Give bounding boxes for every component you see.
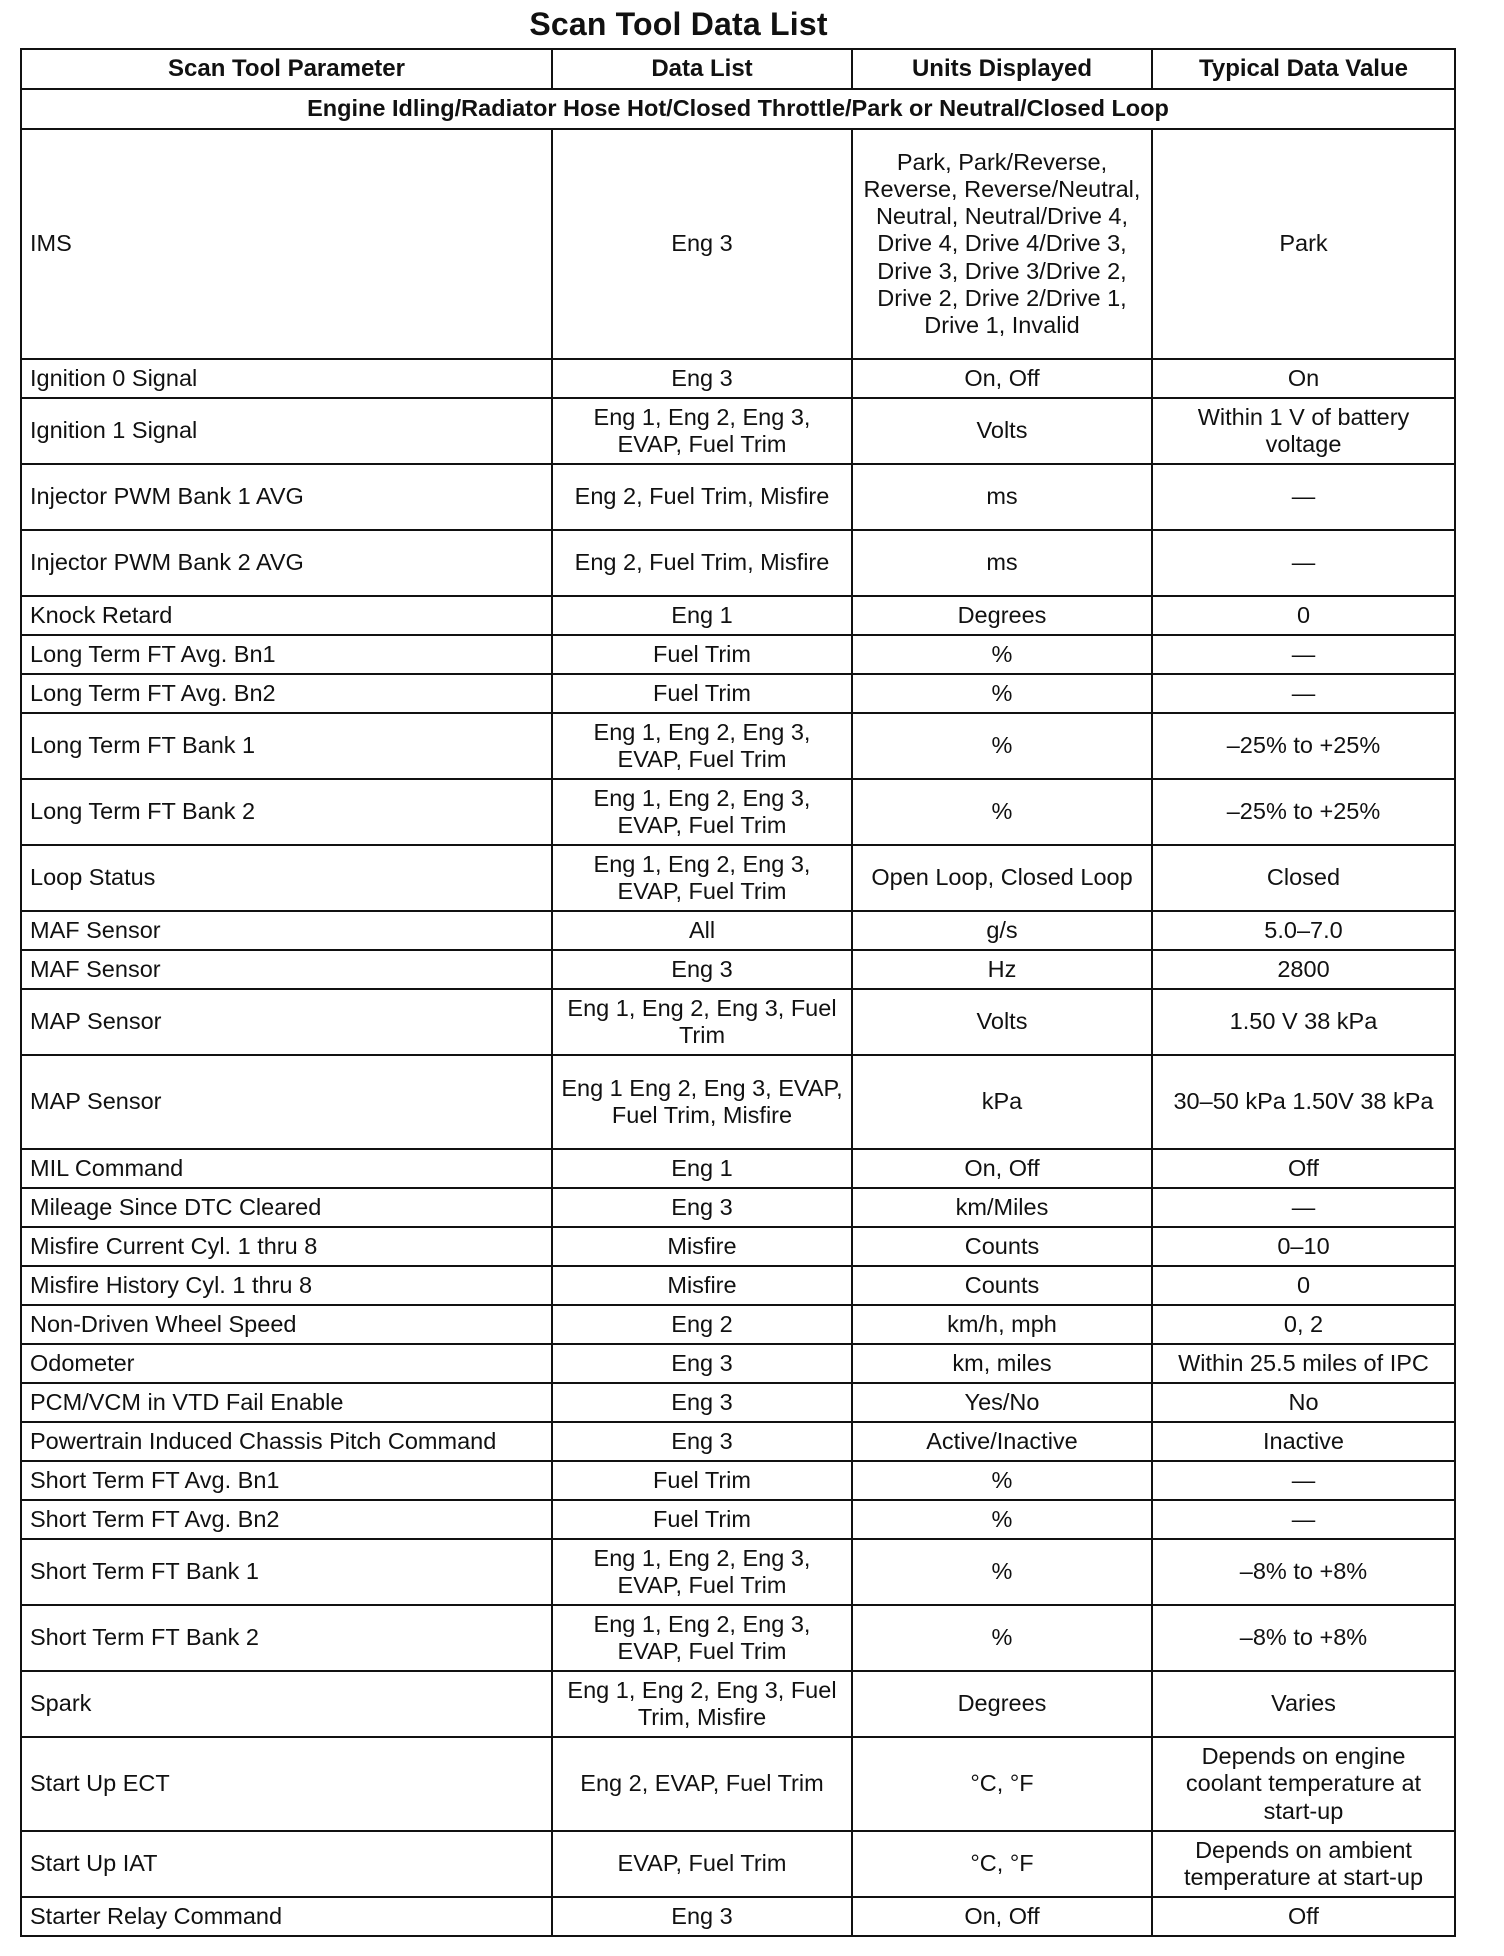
table-row [21,1539,1455,1605]
cell-units: % [852,674,1152,713]
cell-units: Volts [852,398,1152,464]
cell-parameter: MAP Sensor [21,989,552,1055]
cell-parameter: Short Term FT Bank 2 [21,1605,552,1671]
cell-data-list: Eng 1, Eng 2, Eng 3, EVAP, Fuel Trim [552,1605,852,1671]
cell-data-list: Eng 1, Eng 2, Eng 3, Fuel Trim, Misfire [552,1671,852,1737]
cell-data-list: Eng 3 [552,1422,852,1461]
table-row [21,596,1455,635]
cell-units: % [852,1539,1152,1605]
cell-typical-value: Closed [1152,845,1455,911]
table-row [21,845,1455,911]
cell-units: kPa [852,1055,1152,1149]
table-row [21,1671,1455,1737]
table-row [21,1305,1455,1344]
cell-units: Open Loop, Closed Loop [852,845,1152,911]
cell-data-list: Eng 2 [552,1305,852,1344]
cell-typical-value: –8% to +8% [1152,1539,1455,1605]
table-row [21,1383,1455,1422]
cell-units: On, Off [852,1149,1152,1188]
cell-typical-value: –25% to +25% [1152,779,1455,845]
cell-parameter: Starter Relay Command [21,1897,552,1936]
cell-data-list: Eng 2, Fuel Trim, Misfire [552,464,852,530]
table-row [21,1227,1455,1266]
cell-data-list: Eng 1 [552,596,852,635]
cell-typical-value: 0 [1152,1266,1455,1305]
cell-parameter: Ignition 0 Signal [21,359,552,398]
table-row [21,1605,1455,1671]
table-row [21,1461,1455,1500]
cell-data-list: Fuel Trim [552,1500,852,1539]
cell-typical-value: On [1152,359,1455,398]
cell-units: km, miles [852,1344,1152,1383]
cell-typical-value: — [1152,1500,1455,1539]
cell-parameter: Long Term FT Bank 2 [21,779,552,845]
cell-parameter: Ignition 1 Signal [21,398,552,464]
cell-parameter: Misfire Current Cyl. 1 thru 8 [21,1227,552,1266]
table-row [21,1055,1455,1149]
cell-parameter: Short Term FT Avg. Bn2 [21,1500,552,1539]
cell-typical-value: –25% to +25% [1152,713,1455,779]
cell-units: % [852,1605,1152,1671]
cell-data-list: EVAP, Fuel Trim [552,1831,852,1897]
cell-data-list: Eng 1, Eng 2, Eng 3, Fuel Trim [552,989,852,1055]
cell-data-list: Eng 3 [552,129,852,359]
cell-parameter: Short Term FT Bank 1 [21,1539,552,1605]
cell-data-list: Fuel Trim [552,635,852,674]
cell-parameter: Start Up ECT [21,1737,552,1831]
cell-units: Counts [852,1266,1152,1305]
table-row [21,1500,1455,1539]
table-row [21,1831,1455,1897]
cell-units: Degrees [852,1671,1152,1737]
column-header-units: Units Displayed [852,49,1152,89]
cell-typical-value: 5.0–7.0 [1152,911,1455,950]
table-body [21,89,1455,1936]
cell-units: °C, °F [852,1831,1152,1897]
cell-parameter: Powertrain Induced Chassis Pitch Command [21,1422,552,1461]
cell-typical-value: 0 [1152,596,1455,635]
cell-typical-value: 30–50 kPa 1.50V 38 kPa [1152,1055,1455,1149]
cell-parameter: Odometer [21,1344,552,1383]
cell-units: % [852,713,1152,779]
cell-units: Counts [852,1227,1152,1266]
table-row [21,1737,1455,1831]
table-row [21,129,1455,359]
cell-parameter: Non-Driven Wheel Speed [21,1305,552,1344]
cell-units: Yes/No [852,1383,1152,1422]
cell-typical-value: Off [1152,1149,1455,1188]
cell-data-list: Misfire [552,1266,852,1305]
table-row [21,359,1455,398]
cell-units: % [852,635,1152,674]
cell-parameter: Misfire History Cyl. 1 thru 8 [21,1266,552,1305]
cell-units: On, Off [852,1897,1152,1936]
column-header-parameter: Scan Tool Parameter [21,49,552,89]
cell-typical-value: 0, 2 [1152,1305,1455,1344]
cell-parameter: Long Term FT Avg. Bn1 [21,635,552,674]
cell-parameter: Short Term FT Avg. Bn1 [21,1461,552,1500]
table-row [21,1897,1455,1936]
cell-parameter: MIL Command [21,1149,552,1188]
cell-parameter: Mileage Since DTC Cleared [21,1188,552,1227]
cell-typical-value: 0–10 [1152,1227,1455,1266]
section-row [21,89,1455,129]
cell-data-list: Fuel Trim [552,674,852,713]
table-row [21,1344,1455,1383]
cell-parameter: Loop Status [21,845,552,911]
cell-typical-value: –8% to +8% [1152,1605,1455,1671]
scan-tool-data-table [20,48,1456,1937]
table-row [21,779,1455,845]
cell-parameter: PCM/VCM in VTD Fail Enable [21,1383,552,1422]
cell-data-list: All [552,911,852,950]
cell-typical-value: Off [1152,1897,1455,1936]
cell-data-list: Eng 1, Eng 2, Eng 3, EVAP, Fuel Trim [552,713,852,779]
cell-typical-value: 2800 [1152,950,1455,989]
cell-typical-value: Inactive [1152,1422,1455,1461]
cell-units: Volts [852,989,1152,1055]
cell-units: % [852,1461,1152,1500]
table-row [21,713,1455,779]
cell-typical-value: Within 1 V of battery voltage [1152,398,1455,464]
table-row [21,911,1455,950]
cell-parameter: Long Term FT Bank 1 [21,713,552,779]
cell-data-list: Eng 1, Eng 2, Eng 3, EVAP, Fuel Trim [552,1539,852,1605]
cell-data-list: Eng 1, Eng 2, Eng 3, EVAP, Fuel Trim [552,398,852,464]
cell-typical-value: — [1152,635,1455,674]
cell-parameter: IMS [21,129,552,359]
table-row [21,1149,1455,1188]
column-header-data-list: Data List [552,49,852,89]
cell-data-list: Eng 3 [552,1897,852,1936]
cell-parameter: Knock Retard [21,596,552,635]
cell-units: °C, °F [852,1737,1152,1831]
cell-units: % [852,1500,1152,1539]
table-row [21,398,1455,464]
cell-units: ms [852,530,1152,596]
cell-units: ms [852,464,1152,530]
cell-typical-value: — [1152,674,1455,713]
cell-parameter: MAP Sensor [21,1055,552,1149]
cell-data-list: Eng 1 [552,1149,852,1188]
table-row [21,674,1455,713]
header-row [21,49,1455,89]
cell-data-list: Eng 1, Eng 2, Eng 3, EVAP, Fuel Trim [552,845,852,911]
cell-typical-value: — [1152,1461,1455,1500]
cell-units: Degrees [852,596,1152,635]
cell-units: Hz [852,950,1152,989]
table-row [21,464,1455,530]
cell-units: % [852,779,1152,845]
cell-data-list: Eng 1 Eng 2, Eng 3, EVAP, Fuel Trim, Misfire [552,1055,852,1149]
cell-data-list: Eng 1, Eng 2, Eng 3, EVAP, Fuel Trim [552,779,852,845]
cell-data-list: Eng 2, Fuel Trim, Misfire [552,530,852,596]
cell-typical-value: No [1152,1383,1455,1422]
cell-typical-value: Park [1152,129,1455,359]
cell-parameter: Injector PWM Bank 2 AVG [21,530,552,596]
cell-parameter: Long Term FT Avg. Bn2 [21,674,552,713]
cell-typical-value: Within 25.5 miles of IPC [1152,1344,1455,1383]
cell-typical-value: Depends on engine coolant temperature at start-up [1152,1737,1455,1831]
cell-units: On, Off [852,359,1152,398]
cell-typical-value: Depends on ambient temperature at start-up [1152,1831,1455,1897]
cell-units: km/Miles [852,1188,1152,1227]
cell-data-list: Misfire [552,1227,852,1266]
cell-units: g/s [852,911,1152,950]
cell-typical-value: 1.50 V 38 kPa [1152,989,1455,1055]
column-header-typical-value: Typical Data Value [1152,49,1455,89]
cell-parameter: MAF Sensor [21,911,552,950]
cell-data-list: Eng 3 [552,1383,852,1422]
cell-data-list: Eng 3 [552,359,852,398]
cell-parameter: Spark [21,1671,552,1737]
cell-units: Park, Park/Reverse, Reverse, Reverse/Neutral, Neutral, Neutral/Drive 4, Drive 4, Drive 4/Drive 3, Drive 3, Drive 3/Drive 2, Drive 2, Drive 2/Drive 1, Drive 1, Invalid [852,129,1152,359]
cell-units: km/h, mph [852,1305,1152,1344]
section-heading: Engine Idling/Radiator Hose Hot/Closed Throttle/Park or Neutral/Closed Loop [21,89,1455,129]
table-row [21,635,1455,674]
cell-data-list: Eng 3 [552,950,852,989]
table-row [21,530,1455,596]
table-row [21,1266,1455,1305]
cell-parameter: Injector PWM Bank 1 AVG [21,464,552,530]
cell-parameter: Start Up IAT [21,1831,552,1897]
cell-typical-value: — [1152,464,1455,530]
cell-units: Active/Inactive [852,1422,1152,1461]
cell-parameter: MAF Sensor [21,950,552,989]
table-row [21,950,1455,989]
cell-typical-value: — [1152,530,1455,596]
cell-data-list: Eng 2, EVAP, Fuel Trim [552,1737,852,1831]
cell-typical-value: Varies [1152,1671,1455,1737]
document-title: Scan Tool Data List [529,6,828,42]
cell-data-list: Eng 3 [552,1344,852,1383]
cell-data-list: Eng 3 [552,1188,852,1227]
cell-typical-value: — [1152,1188,1455,1227]
table-row [21,1188,1455,1227]
cell-data-list: Fuel Trim [552,1461,852,1500]
table-row [21,989,1455,1055]
table-row [21,1422,1455,1461]
